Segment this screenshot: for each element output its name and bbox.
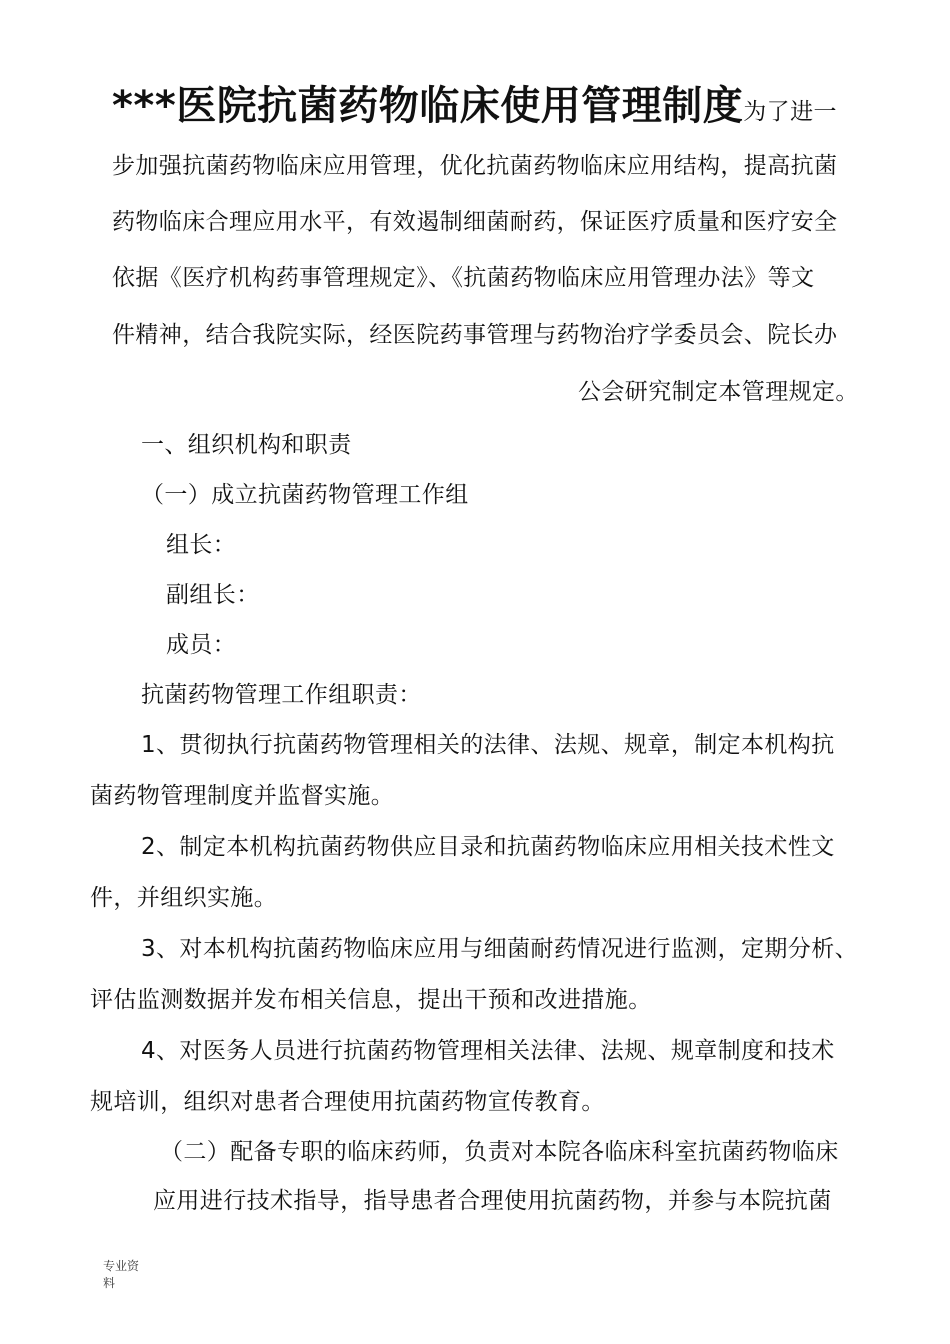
duty-item-line: 2、制定本机构抗菌药物供应目录和抗菌药物临床应用相关技术性文: [141, 834, 835, 860]
subsection-heading: （一）成立抗菌药物管理工作组: [141, 482, 469, 508]
intro-line-start: 为了进一: [743, 99, 837, 125]
members-label: 成员：: [166, 632, 237, 658]
duties-heading: 抗菌药物管理工作组职责：: [141, 682, 422, 708]
intro-line: 件精神，结合我院实际，经医院药事管理与药物治疗学委员会、院长办: [112, 322, 838, 348]
duty-item-line: 3、对本机构抗菌药物临床应用与细菌耐药情况进行监测，定期分析、: [141, 936, 859, 962]
duty-item-line: 评估监测数据并发布相关信息，提出干预和改进措施。: [90, 987, 652, 1013]
duty-item-line: 菌药物管理制度并监督实施。: [90, 783, 395, 809]
intro-line: 步加强抗菌药物临床应用管理，优化抗菌药物临床应用结构，提高抗菌: [112, 153, 838, 179]
deputy-leader-label: 副组长：: [166, 582, 260, 608]
duty-item-line: 件，并组织实施。: [90, 885, 278, 911]
subsection-text-line: 应用进行技术指导，指导患者合理使用抗菌药物，并参与本院抗菌: [153, 1188, 832, 1214]
subsection-text-line: （二）配备专职的临床药师，负责对本院各临床科室抗菌药物临床: [160, 1139, 839, 1165]
intro-line-end: 公会研究制定本管理规定。: [578, 379, 859, 405]
section-heading: 一、组织机构和职责: [141, 432, 352, 458]
document-title-line: [112, 78, 837, 142]
duty-item-line: 1、贯彻执行抗菌药物管理相关的法律、法规、规章，制定本机构抗: [141, 732, 835, 758]
duty-item-line: 规培训，组织对患者合理使用抗菌药物宣传教育。: [90, 1089, 605, 1115]
page-footer: 专业资料: [103, 1259, 140, 1290]
duty-item-line: 4、对医务人员进行抗菌药物管理相关法律、法规、规章制度和技术: [141, 1038, 835, 1064]
intro-line: 药物临床合理应用水平，有效遏制细菌耐药，保证医疗质量和医疗安全: [112, 209, 838, 235]
intro-line: 依据《医疗机构药事管理规定》、《抗菌药物临床应用管理办法》等文: [112, 265, 815, 291]
document-title: ***医院抗菌药物临床使用管理制度: [112, 83, 744, 129]
leader-label: 组长：: [166, 532, 237, 558]
